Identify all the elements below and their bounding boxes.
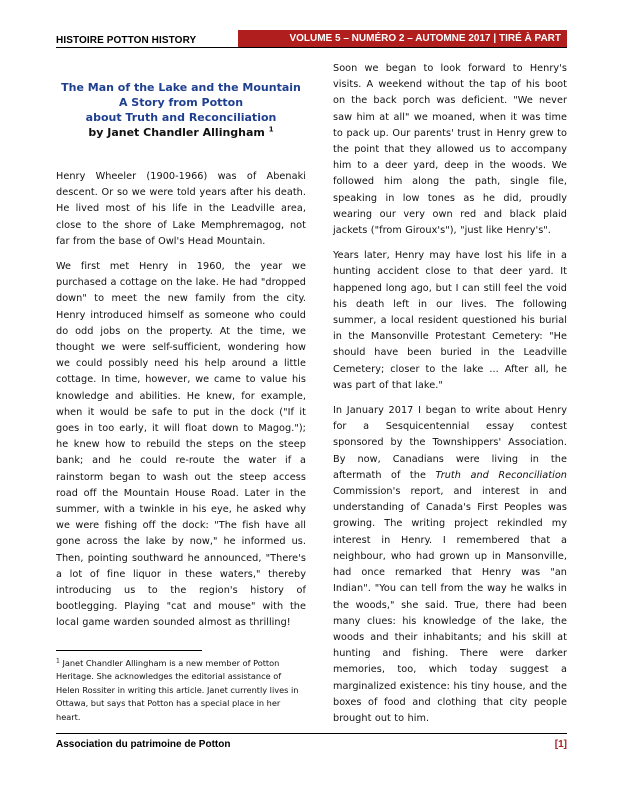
footnote-text: Janet Chandler Allingham is a new member of Potton Heritage. She acknowledges the editorial assistance of Helen Rossiter in writing this article. Janet currently lives in Ottawa, but says that Potton has a special place in her heart. [56, 658, 299, 722]
header-issue-label: VOLUME 5 – NUMÉRO 2 – AUTOMNE 2017 | TIRÉ À PART [289, 33, 561, 44]
byline-text: by Janet Chandler Allingham [88, 126, 265, 139]
header-rule [56, 47, 567, 48]
header-issue-banner [238, 30, 567, 47]
article-title-line-2: A Story from Potton [118, 96, 244, 109]
paragraph-2: We first met Henry in 1960, the year we purchased a cottage on the lake. He had "dropped down" to meet the new family from the city. Henry introduced himself as someone who could do odd jobs on the property. At the time, we thought we were self-sufficient, wondering how we could possibly need his help around a little cottage. In time, however, we came to value his knowledge and abilities. He knew, for example, when it would be safe to put in the dock ("If it goes in too early, it will float down to Magog."); he knew how to rebuild the steps on the steep bank; and he could re-route the water if a rainstorm began to wash out the steep access road off the Mountain House Road. Later in the summer, with a twinkle in his eye, he asked why we were fishing off the dock: "The fish have all gone across the lake by now," he informed us. Then, pointing southward he announced, "There's a lot of fine liquor in these waters," thereby introducing us to the region's history of bootlegging. Playing "cat and mouse" with the local game warden sounded almost as thrilling! [56, 261, 306, 629]
article-title-line-3: about Truth and Reconciliation [85, 111, 277, 124]
footnote [56, 657, 306, 724]
paragraph-5-italic: Truth and Reconciliation [435, 469, 567, 481]
left-column [56, 80, 306, 641]
footer-page-number: [1] [554, 739, 567, 750]
footnote-reference[interactable]: 1 [268, 125, 274, 134]
article-title-line-1: The Man of the Lake and the Mountain [61, 81, 301, 94]
paragraph-5-part-1: In January 2017 I began to write about Henry for a Sesquicentennial essay contest sponsored by the Townshippers' Association. By now, Canadians were living in the aftermath of the [333, 405, 567, 481]
right-column [333, 61, 567, 736]
footer-rule [56, 733, 567, 734]
article-byline [56, 125, 306, 140]
footnote-rule [56, 650, 202, 651]
paragraph-1: Henry Wheeler (1900-1966) was of Abenaki descent. Or so we were told years after his death. He lived most of his life in the Leadville area, close to the shore of Lake Memphremagog, not far from the base of Owl's Head Mountain. [56, 171, 306, 247]
paragraph-5-part-2: Commission's report, and interest in and understanding of Canada's First Peoples was growing. The writing project rekindled my interest in Henry. I remembered that a neighbour, who had grown up in Mansonville, had once remarked that Henry was "an Indian". "You can tell from the way he walks in the woods," she said. True, there had been many clues: his knowledge of the lake, the woods and their inhabitants; and his skill at hunting and fishing. There were darker memories, too, which today suggest a marginalized existence: his tiny house, and the boxes of food and clothing that city people brought out to him. [333, 486, 567, 724]
footer-organization: Association du patrimoine de Potton [56, 739, 231, 750]
header-publication-title: HISTOIRE POTTON HISTORY [56, 35, 197, 46]
footnote-number: 1 [56, 657, 60, 665]
paragraph-5 [333, 403, 567, 727]
paragraph-3: Soon we began to look forward to Henry's visits. A weekend without the tap of his boot on the back porch was deficient. "We never saw him at all" we moaned, when it was time to pack up. Our parents' trust in Henry grew to the point that they allowed us to accompany him to a deer yard, deep in the woods. We followed him along the path, single file, speaking in low tones as he did, proudly wearing our very own red and black plaid jackets ("from Giroux's"), "just like Henry's". [333, 63, 567, 237]
paragraph-4: Years later, Henry may have lost his life in a hunting accident close to that deer yard. It happened long ago, but I can still feel the void his death left in our lives. The following summer, a local resident questioned his burial in the Mansonville Protestant Cemetery: "He should have been buried in the Leadville Cemetery; closer to the lake ... After all, he was part of that lake." [333, 250, 567, 391]
